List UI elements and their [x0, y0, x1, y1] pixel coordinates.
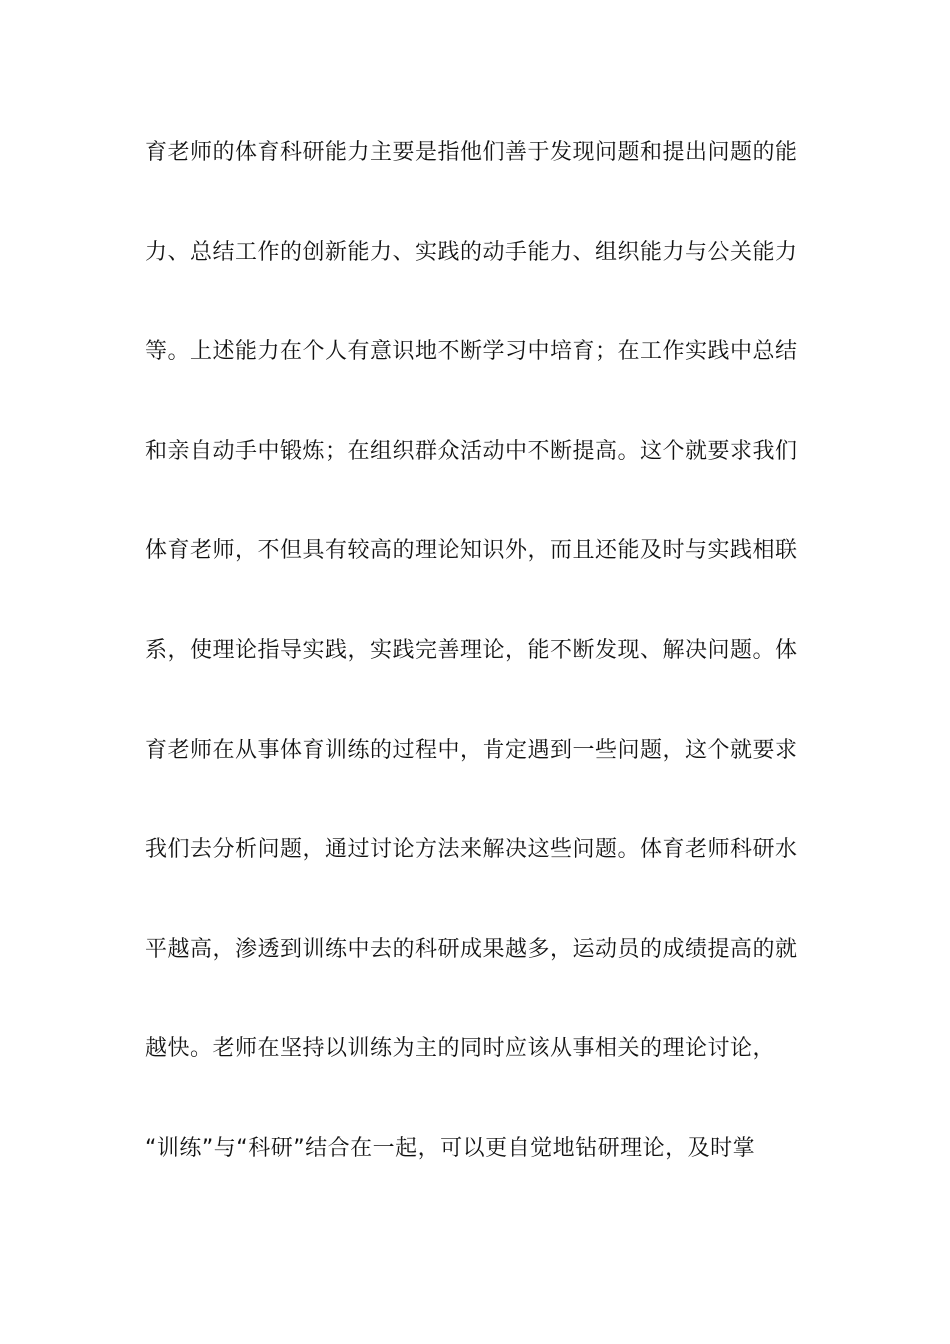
text-line: 育老师的体育科研能力主要是指他们善于发现问题和提出问题的能 [145, 140, 798, 165]
text-line: 体育老师，不但具有较高的理论知识外，而且还能及时与实践相联 [145, 538, 798, 564]
text-line: 平越高，渗透到训练中去的科研成果越多，运动员的成绩提高的就 [145, 936, 798, 962]
text-line: 力、总结工作的创新能力、实践的动手能力、组织能力与公关能力 [145, 239, 798, 265]
text-line: 和亲自动手中锻炼；在组织群众活动中不断提高。这个就要求我们 [145, 438, 798, 464]
text-line: “训练”与“科研”结合在一起，可以更自觉地钻研理论，及时掌 [145, 1135, 756, 1161]
text-line: 等。上述能力在个人有意识地不断学习中培育；在工作实践中总结 [145, 339, 798, 365]
text-line: 育老师在从事体育训练的过程中，肯定遇到一些问题，这个就要求 [145, 737, 798, 763]
body-text [145, 128, 810, 1224]
text-line: 系，使理论指导实践，实践完善理论，能不断发现、解决问题。体 [145, 637, 798, 663]
text-line: 我们去分析问题，通过讨论方法来解决这些问题。体育老师科研水 [145, 837, 798, 863]
text-line: 越快。老师在坚持以训练为主的同时应该从事相关的理论讨论， [145, 1036, 776, 1062]
